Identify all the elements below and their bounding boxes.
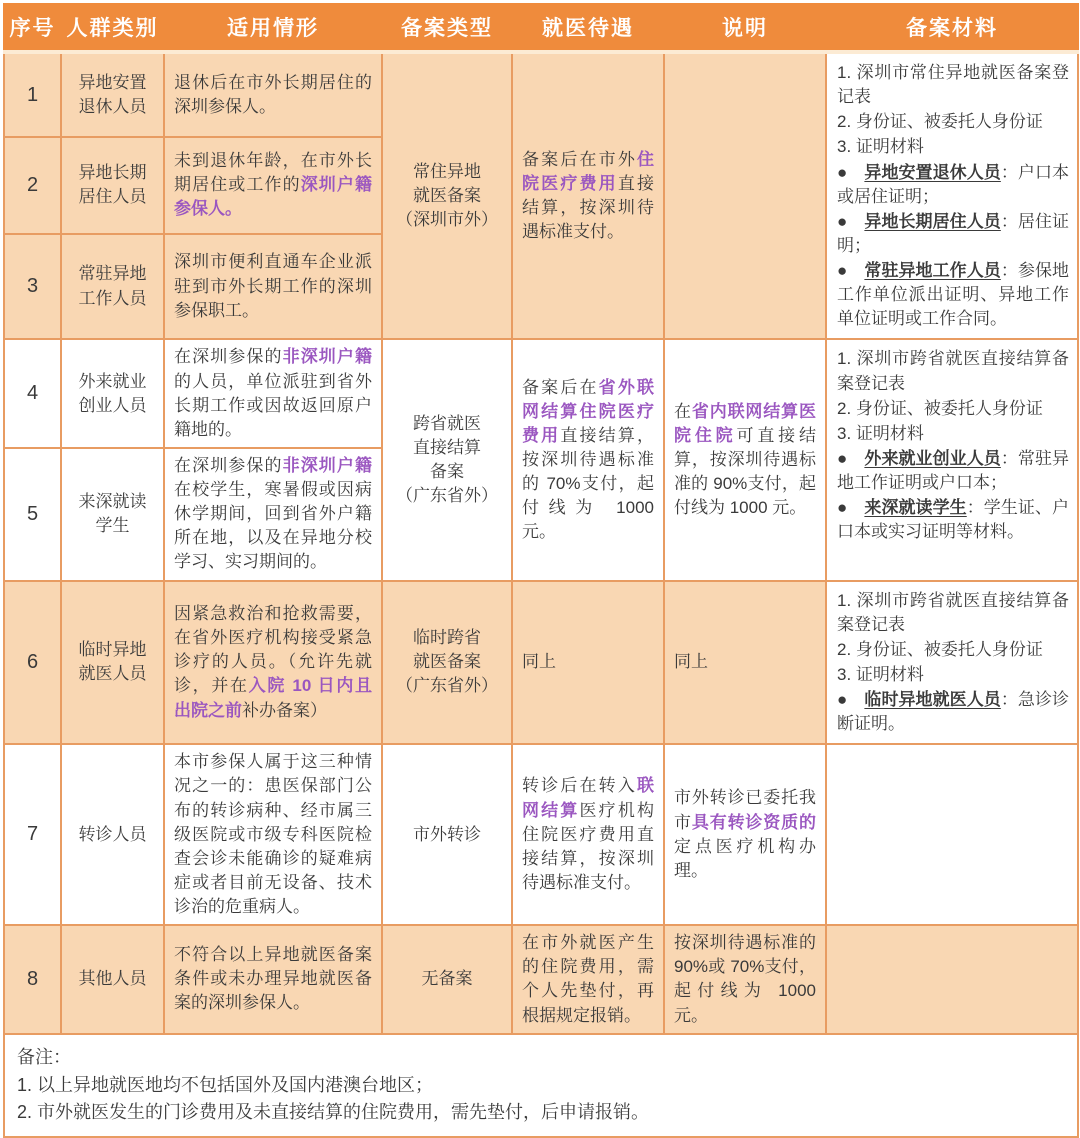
- paragraph: [17, 1072, 1065, 1100]
- cell-r5-situation: [164, 448, 382, 581]
- cell-r7-note: [664, 744, 826, 925]
- text-run: 深圳户籍参保人。: [174, 175, 373, 219]
- paragraph: [837, 688, 1069, 736]
- table-row: [4, 581, 1078, 745]
- cell-r6-no: 6: [4, 581, 61, 745]
- cell-r1-situation: [164, 52, 382, 137]
- paragraph: [71, 287, 154, 311]
- cell-r6-category: [61, 581, 164, 745]
- paragraph: [174, 750, 372, 919]
- text-run: ●: [837, 261, 865, 280]
- text-run: 1. 深圳市常住异地就医备案登记表: [837, 63, 1069, 107]
- text-run: ●: [837, 690, 865, 709]
- text-run: 临时异地就医人员: [864, 690, 1001, 709]
- paragraph: [392, 184, 502, 208]
- paragraph: [71, 185, 154, 209]
- paragraph: [837, 210, 1069, 258]
- text-run: 3. 证明材料: [837, 137, 924, 157]
- col-header-treatment: 就医待遇: [512, 4, 664, 52]
- paragraph: [174, 602, 372, 723]
- cell-r7-category: [61, 744, 164, 925]
- paragraph: [522, 774, 654, 895]
- paragraph: [71, 823, 154, 847]
- paragraph: [392, 208, 502, 232]
- table-row: [4, 744, 1078, 925]
- paragraph: [71, 161, 154, 185]
- paragraph: [71, 662, 154, 686]
- cell-r5-no: 5: [4, 448, 61, 581]
- text-run: ：学生证、户口本或实习证明等材料。: [837, 498, 1070, 542]
- text-run: 补办备案）: [242, 700, 327, 720]
- paragraph: [392, 674, 502, 698]
- text-run: 可直接结算，按深圳待遇标准的 90%支付，起付线为 1000 元。: [674, 425, 816, 518]
- text-run: 在深圳参保的: [174, 455, 283, 475]
- text-run: 直接结算，按深圳待遇标准支付。: [522, 174, 655, 242]
- text-run: ：居住证明；: [837, 211, 1070, 255]
- text-run: ：急诊诊断证明。: [837, 690, 1070, 734]
- cell-g45-type: [382, 339, 512, 580]
- text-run: 非深圳户籍: [282, 455, 373, 475]
- text-run: 临时异地: [78, 640, 147, 660]
- text-run: 异地安置退休人员: [864, 162, 1001, 182]
- text-run: 市外转诊已委托我市: [674, 788, 816, 832]
- text-run: ●: [837, 211, 865, 231]
- text-run: 在市外就医产生的住院费用，需个人先垫付，再根据规定报销。: [522, 933, 654, 1025]
- cell-r6-situation: [164, 581, 382, 745]
- text-run: 2. 市外就医发生的门诊费用及未直接结算的住院费用，需先垫付，后申请报销。: [17, 1102, 650, 1123]
- paragraph: [17, 1099, 1065, 1127]
- cell-r3-situation: [164, 234, 382, 340]
- text-run: 直接结算: [413, 437, 481, 457]
- paragraph: [174, 454, 372, 575]
- text-run: 跨省就医: [413, 413, 481, 433]
- cell-r7-situation: [164, 744, 382, 925]
- text-run: 省内联网结算医院住院: [674, 401, 817, 445]
- text-run: （广东省外）: [396, 676, 498, 696]
- remarks: [4, 1034, 1078, 1138]
- text-run: 常驻异地: [78, 264, 147, 284]
- paragraph: [837, 259, 1069, 331]
- text-run: 具有转诊资质的: [691, 812, 817, 832]
- text-run: 临时跨省: [413, 628, 481, 648]
- text-run: 非深圳户籍: [282, 347, 373, 367]
- text-run: 不符合以上异地就医备案条件或未办理异地就医备案的深圳参保人。: [174, 945, 372, 1013]
- text-run: 转诊后在转入: [522, 776, 637, 796]
- paragraph: [522, 376, 654, 545]
- text-run: 在深圳参保的: [174, 347, 283, 367]
- cell-r6-treatment: 同上: [512, 581, 664, 745]
- paragraph: [837, 496, 1069, 544]
- paragraph: [71, 514, 154, 538]
- cell-r5-category: [61, 448, 164, 581]
- table-row: [4, 339, 1078, 448]
- cell-r8-type: [382, 925, 512, 1034]
- text-run: 退休后在市外长期居住的深圳参保人。: [174, 72, 372, 116]
- text-run: 其他人员: [78, 969, 147, 989]
- cell-r8-treatment: [512, 925, 664, 1034]
- cell-r4-situation: [164, 339, 382, 448]
- text-run: 常住异地: [413, 162, 481, 181]
- paragraph: [392, 650, 502, 674]
- paragraph: [17, 1044, 1065, 1072]
- cell-r6-note: 同上: [664, 581, 826, 745]
- cell-r8-category: [61, 925, 164, 1034]
- cell-r7-materials: [826, 744, 1078, 925]
- text-run: 外来就业: [78, 371, 147, 391]
- paragraph: [71, 95, 154, 119]
- paragraph: [392, 436, 502, 460]
- text-run: 常驻异地工作人员: [864, 261, 1001, 280]
- paragraph: [837, 61, 1069, 109]
- text-run: 就医备案: [413, 186, 481, 206]
- table-row: [4, 52, 1078, 137]
- text-run: 的人员，单位派驻到省外长期工作或因故返回原户籍地的。: [174, 371, 372, 439]
- paragraph: [392, 412, 502, 436]
- text-run: 在校学生，寒暑假或因病休学期间，回到省外户籍所在地，以及在异地分校学习、实习期间的。: [174, 480, 372, 572]
- paragraph: [837, 589, 1069, 637]
- paragraph: [674, 931, 816, 1028]
- cell-r4-category: [61, 339, 164, 448]
- paragraph: [392, 823, 502, 847]
- paragraph: [71, 71, 154, 95]
- paragraph: [837, 161, 1069, 209]
- paragraph: [837, 663, 1069, 687]
- paragraph: [392, 626, 502, 650]
- paragraph: [71, 394, 154, 418]
- text-run: 异地安置: [78, 72, 147, 92]
- text-run: 备案: [430, 461, 464, 481]
- col-header-note: 说明: [664, 4, 826, 52]
- paragraph: [174, 149, 372, 221]
- paragraph: [837, 347, 1069, 395]
- header-row: [4, 4, 1078, 52]
- paragraph: [71, 638, 154, 662]
- paragraph: [71, 490, 154, 514]
- col-header-materials: 备案材料: [826, 4, 1078, 52]
- paragraph: [392, 460, 502, 484]
- cell-r2-category: [61, 137, 164, 234]
- cell-r8-note: [664, 925, 826, 1034]
- text-run: 1. 深圳市跨省就医直接结算备案登记表: [837, 349, 1069, 393]
- text-run: 2. 身份证、被委托人身份证: [837, 112, 1043, 132]
- text-run: （广东省外）: [396, 486, 498, 506]
- text-run: 定点医疗机构办理。: [674, 836, 816, 880]
- cell-g45-materials: [826, 339, 1078, 580]
- table-row: [4, 925, 1078, 1034]
- paragraph: [392, 160, 502, 184]
- text-run: 创业人员: [78, 395, 147, 415]
- cell-r8-no: 8: [4, 925, 61, 1034]
- text-run: 省外联网结算住院医疗费用: [522, 377, 655, 445]
- paragraph: [71, 967, 154, 991]
- paragraph: [174, 71, 372, 119]
- cell-r7-treatment: [512, 744, 664, 925]
- paragraph: [174, 250, 372, 322]
- cell-g123-materials: [826, 52, 1078, 339]
- cell-r3-no: 3: [4, 234, 61, 340]
- cell-r4-no: 4: [4, 339, 61, 448]
- paragraph: [837, 135, 1069, 159]
- text-run: 工作人员: [78, 288, 147, 308]
- text-run: 联网结算: [522, 776, 654, 820]
- paragraph: [71, 370, 154, 394]
- paragraph: [837, 422, 1069, 446]
- text-run: （深圳市外）: [396, 210, 498, 230]
- text-run: 市外转诊: [413, 824, 481, 844]
- cell-g45-treatment: [512, 339, 664, 580]
- text-run: ●: [837, 498, 865, 518]
- text-run: ●: [837, 448, 865, 468]
- text-run: 3. 证明材料: [837, 423, 924, 443]
- cell-r7-no: 7: [4, 744, 61, 925]
- text-run: 来深就读: [78, 492, 147, 512]
- text-run: 住院医疗费用: [522, 149, 654, 194]
- cell-r8-materials: [826, 925, 1078, 1034]
- text-run: 按深圳待遇标准的 90%或 70%支付，起付线为 1000 元。: [674, 933, 816, 1025]
- text-run: 居住人员: [78, 187, 147, 207]
- paragraph: [174, 345, 372, 442]
- text-run: 深圳市便利直通车企业派驻到市外长期工作的深圳参保职工。: [174, 252, 372, 320]
- text-run: 未到退休年龄，在市外长期居住或工作的: [174, 151, 372, 195]
- text-run: 入院 10 日内且出院之前: [174, 676, 372, 720]
- col-header-type: 备案类型: [382, 4, 512, 52]
- paragraph: [837, 447, 1069, 495]
- cell-r1-no: 1: [4, 52, 61, 137]
- text-run: 学生: [95, 516, 130, 536]
- paragraph: [674, 786, 816, 883]
- paragraph: [392, 484, 502, 508]
- remarks-row: [4, 1034, 1078, 1138]
- col-header-no: 序号: [4, 4, 61, 52]
- text-run: 备注：: [17, 1046, 71, 1067]
- col-header-category: 人群类别: [61, 4, 164, 52]
- cell-r8-situation: [164, 925, 382, 1034]
- paragraph: [837, 397, 1069, 421]
- cell-r6-materials: [826, 581, 1078, 745]
- text-run: 本市参保人属于这三种情况之一的：患医保部门公布的转诊病种、经市属三级医院或市级专科医院检查会诊未能确诊的疑难病症或者目前无设备、技术诊治的危重病人。: [174, 752, 372, 916]
- text-run: 异地长期居住人员: [864, 211, 1001, 231]
- cell-r2-situation: [164, 137, 382, 234]
- col-header-situation: 适用情形: [164, 4, 382, 52]
- text-run: ：参保地工作单位派出证明、异地工作单位证明或工作合同。: [837, 261, 1070, 329]
- text-run: 退休人员: [78, 96, 147, 116]
- paragraph: [837, 110, 1069, 134]
- text-run: 转诊人员: [78, 824, 147, 844]
- cell-g123-type: [382, 52, 512, 339]
- paragraph: [522, 148, 654, 245]
- text-run: 外来就业创业人员: [864, 448, 1001, 468]
- cell-r3-category: [61, 234, 164, 340]
- text-run: 医疗机构住院医疗费用直接结算，按深圳待遇标准支付。: [522, 800, 654, 892]
- cell-r7-type: [382, 744, 512, 925]
- paragraph: [71, 262, 154, 286]
- text-run: 无备案: [421, 969, 473, 989]
- text-run: 在: [674, 401, 692, 421]
- text-run: 3. 证明材料: [837, 664, 924, 684]
- text-run: 就医备案: [413, 652, 481, 672]
- text-run: 来深就读学生: [864, 498, 967, 518]
- text-run: 异地长期: [78, 163, 147, 183]
- paragraph: [837, 638, 1069, 662]
- paragraph: [674, 400, 816, 521]
- cell-g123-treatment: [512, 52, 664, 339]
- text-run: ：户口本或居住证明；: [837, 162, 1070, 206]
- cell-g45-note: [664, 339, 826, 580]
- cell-r2-no: 2: [4, 137, 61, 234]
- text-run: 直接结算，按深圳待遇标准的 70%支付，起付线为 1000 元。: [522, 425, 655, 542]
- text-run: 1. 以上异地就医地均不包括国外及国内港澳台地区；: [17, 1074, 434, 1095]
- text-run: 备案后在市外: [522, 149, 637, 169]
- paragraph: [522, 931, 654, 1028]
- cell-r1-category: [61, 52, 164, 137]
- cell-r6-type: [382, 581, 512, 745]
- benefit-table: [3, 3, 1079, 1138]
- text-run: 2. 身份证、被委托人身份证: [837, 639, 1043, 659]
- text-run: ●: [837, 162, 865, 182]
- text-run: 备案后在: [522, 377, 599, 397]
- cell-g123-note: [664, 52, 826, 339]
- text-run: 1. 深圳市跨省就医直接结算备案登记表: [837, 590, 1069, 634]
- text-run: ：常驻异地工作证明或户口本；: [837, 448, 1070, 492]
- paragraph: [174, 943, 372, 1015]
- text-run: 因紧急救治和抢救需要，在省外医疗机构接受紧急诊疗的人员。（允许先就诊，并在: [174, 604, 372, 696]
- text-run: 就医人员: [78, 664, 147, 684]
- paragraph: [392, 967, 502, 991]
- text-run: 2. 身份证、被委托人身份证: [837, 398, 1043, 418]
